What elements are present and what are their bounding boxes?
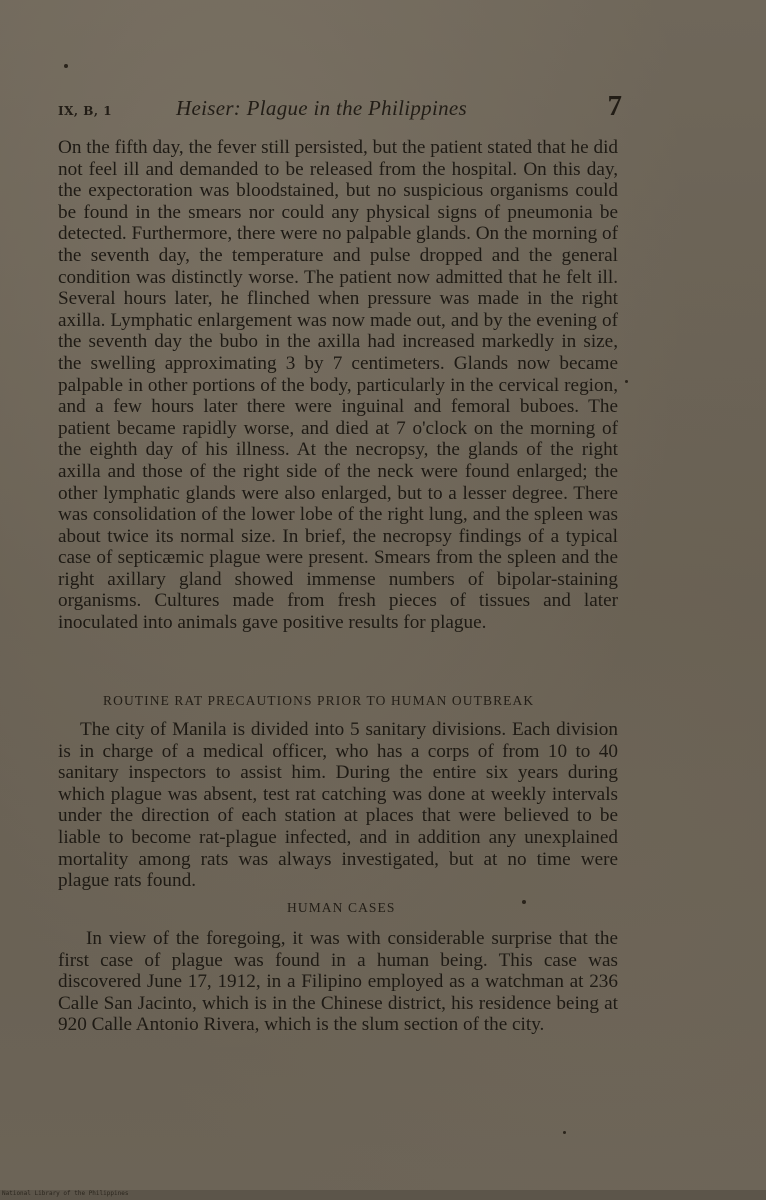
paragraph-sanitary-divisions [58,719,618,892]
scan-footer-text: National Library of the Philippines [2,1190,129,1197]
running-head [58,90,622,126]
paper-speck [64,64,68,68]
paragraph-text: On the fifth day, the fever still persisted, but the patient stated that he did not feel ill and demanded to be released from the hospital. On this day, the expectoration was bloodstained, but no suspicious organisms could be found in the smears nor could any physical signs of pneumonia be detected. Furthermore, there were no palpable glands. On the morning of the seventh day, the temperature and pulse dropped and the general condition was distinctly worse. The patient now admitted that he felt ill. Several hours later, he flinched when pressure was made in the right axilla. Lymphatic enlargement was now made out, and by the evening of the seventh day the bubo in the axilla had increased markedly in size, the swelling approximating 3 by 7 centimeters. Glands now became palpable in other portions of the body, particularly in the cervical region, and a few hours later there were inguinal and femoral buboes. The patient became rapidly worse, and died at 7 o'clock on the morning of the eighth day of his illness. At the necropsy, the glands of the right axilla and those of the right side of the neck were found enlarged; the other lymphatic glands were also enlarged, but to a lesser degree. There was consolidation of the lower lobe of the right lung, and the spleen was about twice its normal size. In brief, the necropsy findings of a typical case of septicæmic plague were present. Smears from the spleen and the right axillary gland showed immense numbers of bipolar-staining organisms. Cultures made from fresh pieces of tissues and later inoculated into animals gave positive results for plague. [58,137,618,634]
page-number: 7 [607,90,622,122]
paragraph-case-description [58,137,618,634]
paragraph-text: The city of Manila is divided into 5 sanitary divisions. Each division is in charge of a medical officer, who has a corps of from 10 to 40 sanitary inspectors to assist him. During the entire six years during which plague was absent, test rat catching was done at weekly intervals under the direction of each station at places that were believed to be liable to become rat-plague infected, and in addition any unexplained mortality among rats was always investigated, but at no time were plague rats found. [58,719,618,892]
paragraph-text: In view of the foregoing, it was with considerable surprise that the first case of plague was found in a human being. This case was discovered June 17, 1912, in a Filipino employed as a watchman at 236 Calle San Jacinto, which is in the Chinese district, his residence being at 920 Calle Antonio Rivera, which is the slum section of the city. [58,928,618,1036]
paper-speck [625,380,628,383]
heading-routine-rat-precautions: ROUTINE RAT PRECAUTIONS PRIOR TO HUMAN OUTBREAK [103,693,535,708]
paper-speck [522,900,526,904]
running-title: Heiser: Plague in the Philippines [176,96,468,120]
heading-human-cases: HUMAN CASES [287,900,396,915]
paragraph-first-human-case [58,928,618,1036]
section-code: IX, B, 1 [58,104,113,118]
paper-speck [563,1131,566,1134]
